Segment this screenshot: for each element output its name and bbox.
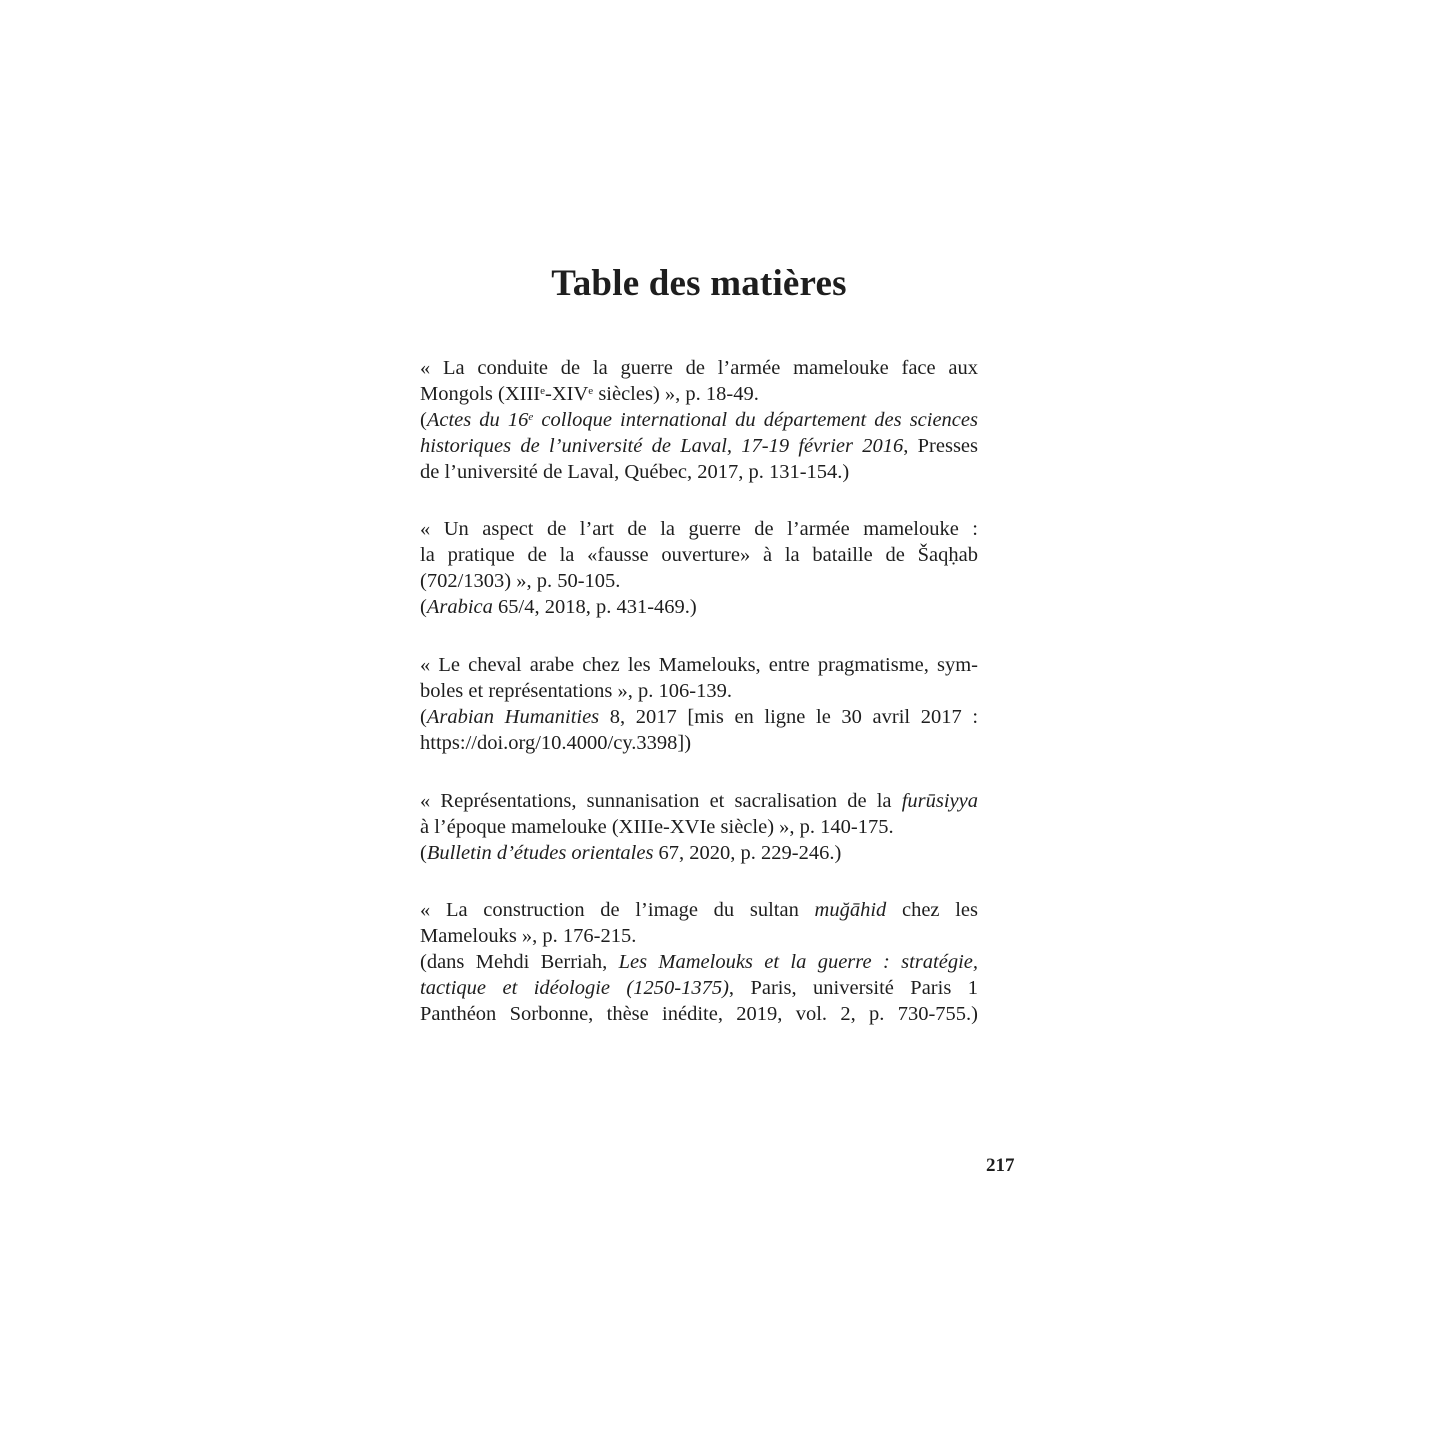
entry-text: ( <box>420 409 427 431</box>
entry-text: , Presses <box>903 435 979 457</box>
entry-text: chez les <box>886 899 978 921</box>
entry-text: 8, 2017 [mis en ligne le 30 avril 2017 : <box>599 706 979 728</box>
entry-text: (dans Mehdi Berriah, <box>420 951 619 973</box>
entry-line <box>420 897 978 923</box>
superscript: e <box>588 385 594 397</box>
entry-line: (702/1303) », p. 50-105. <box>420 570 621 592</box>
entry-text: Mongols (XIII <box>420 383 541 405</box>
entry-line <box>420 704 978 730</box>
entry-doi-link[interactable]: https://doi.org/10.4000/cy.3398]) <box>420 732 692 754</box>
entry-line <box>420 407 978 433</box>
entry-source-title: Arabica <box>426 596 493 618</box>
entry-source-title: colloque international du département des sciences <box>533 409 978 431</box>
entry-text: ( <box>420 842 427 864</box>
entry-line: de l’université de Laval, Québec, 2017, p. 131-154.) <box>420 461 850 483</box>
entry-line: Panthéon Sorbonne, thèse inédite, 2019, vol. 2, p. 730-755.) <box>420 1003 978 1025</box>
entry-line: Mamelouks », p. 176-215. <box>420 925 637 947</box>
entry-line <box>420 381 978 407</box>
entry-text: , Paris, université Paris 1 <box>728 977 978 999</box>
entry-line: la pratique de la «fausse ouverture» à la bataille de Šaqḥab <box>420 544 978 566</box>
entry-text: 65/4, 2018, p. 431-469.) <box>492 596 697 618</box>
entry-text: -XIV <box>545 383 589 405</box>
entry-source-title: historiques de l’université de Laval, 17-19 février 2016 <box>420 435 904 457</box>
entry-pages: siècles) », p. 18-49. <box>593 383 759 405</box>
superscript: e <box>528 411 534 423</box>
entry-line <box>420 788 978 814</box>
entry-source-title: Actes du 16 <box>426 409 529 431</box>
entry-line <box>420 433 978 459</box>
entry-line: « La conduite de la guerre de l’armée mamelouke face aux <box>420 357 978 379</box>
entry-line: à l’époque mamelouke (XIIIe-XVIe siècle) », p. 140-175. <box>420 816 894 838</box>
toc-entry-1 <box>420 355 978 485</box>
entry-text: ( <box>420 596 427 618</box>
entry-term: muğāhid <box>814 899 887 921</box>
entry-line <box>420 594 978 620</box>
toc-entry-5 <box>420 897 978 1027</box>
entry-line: « Le cheval arabe chez les Mamelouks, entre pragmatisme, sym- <box>420 654 978 676</box>
entry-line: boles et représentations », p. 106-139. <box>420 680 732 702</box>
entry-source-title: Bulletin d’études orientales <box>426 842 654 864</box>
entry-text: ( <box>420 706 427 728</box>
page-title: Table des matières <box>551 263 847 304</box>
entry-line <box>420 949 978 975</box>
entry-term: furūsiyya <box>901 790 978 812</box>
toc-entry-2 <box>420 516 978 620</box>
entry-text: « La construction de l’image du sultan <box>420 899 815 921</box>
entry-source-title: Arabian Humanities <box>426 706 600 728</box>
toc-entry-3 <box>420 652 978 756</box>
page-number: 217 <box>986 1155 1015 1176</box>
entry-text: 67, 2020, p. 229-246.) <box>653 842 842 864</box>
entry-line: « Un aspect de l’art de la guerre de l’armée mamelouke : <box>420 518 978 540</box>
entry-line <box>420 840 978 866</box>
toc-entry-4 <box>420 788 978 866</box>
superscript: e <box>540 385 546 397</box>
entry-source-title: tactique et idéologie (1250-1375) <box>420 977 729 999</box>
entry-source-title: Les Mamelouks et la guerre : stratégie, <box>618 951 978 973</box>
entry-text: « Représentations, sunnanisation et sacralisation de la <box>420 790 902 812</box>
entry-line <box>420 975 978 1001</box>
